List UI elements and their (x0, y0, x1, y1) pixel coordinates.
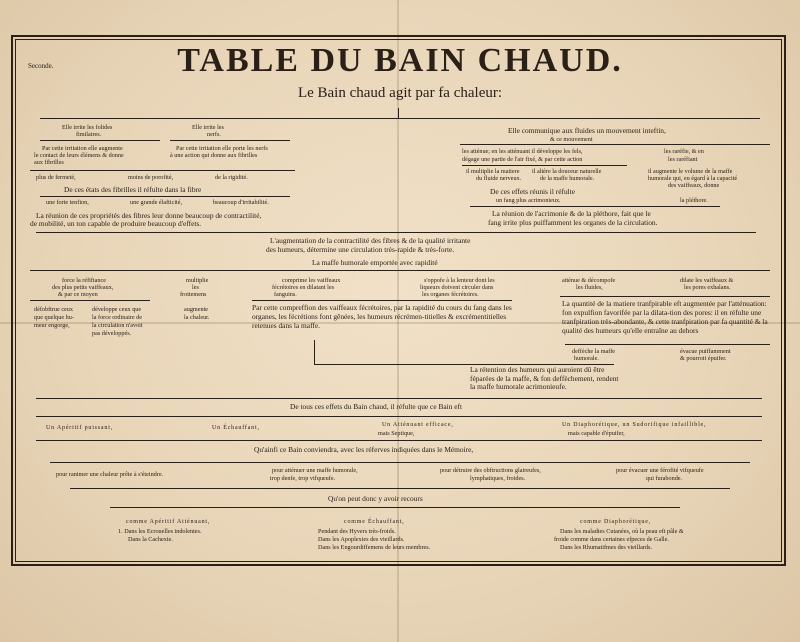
right-c3b: humorale qui, eu égard à la capacité (648, 175, 738, 182)
row4-e1b: humorale. (574, 355, 599, 362)
bracket-line (30, 300, 150, 301)
left-b2b: à une action qui donne aux fibrilles (170, 152, 258, 159)
right-c2: il altère la douceur naturelle (532, 168, 602, 175)
use-4: pour évacuer une férofité vifqueufe (616, 467, 704, 474)
row4-e: La quantité de la matiere tranfpirable eft augmentée par l'atténuation: fon expulfion favorifée par la dilata-tion des pores: il en réfulte une tranfpiration très-abondante, & cette tranfpiration par fa quantité & la qualité des humeurs qu'elle entraîne au dehors (562, 299, 768, 335)
right-e2: fang irrite plus puiffamment les organes de la circulation. (488, 218, 658, 227)
use-3b: lymphatiques, froides. (470, 475, 526, 482)
recourse-line: Qu'on peut donc y avoir recours (328, 494, 423, 503)
left-f2: de mobilité, un ton capable de produire beaucoup d'effets. (30, 219, 202, 228)
final-2-b: Dans les Apoplexies des vieillards. (318, 536, 405, 543)
bracket-line (36, 232, 756, 233)
left-a2: Elle irrite les (192, 124, 224, 131)
bracket-line (470, 206, 720, 207)
right-a2: & ce mouvement (550, 136, 593, 143)
kind-attenuant-2: mais Septique, (378, 430, 415, 437)
row4-a2: que quelque hu- (34, 314, 74, 321)
row4-e2: évacue puiffamment (680, 348, 731, 355)
bracket-line (40, 118, 760, 119)
left-a1b: fimilaires. (76, 131, 102, 138)
left-e3: beaucoup d'irritabilité. (213, 199, 269, 206)
left-c1: plus de fermeté, (36, 174, 76, 181)
row4-b2: la force ordinaire de (92, 314, 142, 321)
row4-e2b: & pourroit épuifer. (680, 355, 727, 362)
bracket-stem (398, 108, 399, 118)
right-b2: les raréfie, & en (664, 148, 704, 155)
left-c2: moins de porofité, (128, 174, 174, 181)
bracket-line (170, 140, 290, 141)
row4-a: défobftrue ceux (34, 306, 73, 313)
right-b1: les atténue; en les atténuant il développe les fels, (462, 148, 583, 155)
row3-c6b: les pores exhalans. (684, 284, 731, 291)
middle-line-2: des humeurs, détermine une circulation très-rapide & très-forte. (266, 245, 455, 254)
bracket-line (30, 270, 770, 271)
page-subtitle: Le Bain chaud agit par fa chaleur: (297, 85, 503, 101)
bracket-line (560, 296, 770, 297)
row4-b: développe ceux que (92, 306, 142, 313)
right-d3: la pléthore. (680, 197, 708, 204)
bracket-line (110, 507, 680, 508)
kind-diaphoretique: Un Diaphorétique, un Sudorifique infaillible, (562, 422, 707, 428)
bracket-line (30, 170, 295, 171)
row3-c3: comprime les vaiffeaux (282, 277, 341, 284)
final-3-b: froide comme dans certaines efpeces de Galle. (554, 536, 669, 543)
row3-c1: force la réfiftance (62, 277, 106, 284)
left-b1c: aux fibrilles (34, 159, 64, 166)
final-3-a: Dans les maladies Cutanées, où la peau eft pâle & (560, 528, 684, 535)
right-c1: il multiplie la matiere (466, 168, 520, 175)
effects-line: De tous ces effets du Bain chaud, il réfulte que ce Bain eft (290, 402, 463, 411)
use-1: pour ranimer une chaleur prête à s'éteindre. (56, 471, 164, 478)
use-2: pour atténuer une maffe humorale, (272, 467, 358, 474)
row3-c5b: les fluides, (576, 284, 603, 291)
bracket-line (36, 440, 762, 441)
row4-e1: deffèche la maffe (572, 348, 616, 355)
bracket-line (565, 344, 770, 345)
right-c2b: de la maffe humorale. (540, 175, 595, 182)
right-b2b: les raréfiant (668, 156, 698, 163)
kind-attenuant: Un Atténuant efficace, (382, 422, 454, 428)
bracket-stem (314, 340, 315, 364)
final-1-a: 1. Dans les Ecrouelles indolentes. (118, 528, 202, 535)
row3-c6: dilate les vaiffeaux & (680, 277, 734, 284)
use-3: pour détruire des obftructions glaireufes, (440, 467, 541, 474)
use-2b: trop denfe, trop vifqueufe. (270, 475, 336, 482)
bracket-line (36, 416, 762, 417)
row4-d: Par cette compreffion des vaiffeaux fécrétoires, par la rapidité du cours du fang dans les organes, les fécrétions font gênées, les humeurs récrémen-titielles & excrémentitielles retenues dans la maffe. (252, 303, 512, 330)
page-label: Seconde. (28, 62, 54, 70)
row3-c2b: les (192, 284, 199, 291)
row3-c5: atténue & décompofe (562, 277, 616, 284)
page-title: TABLE DU BAIN CHAUD. (177, 42, 623, 79)
right-d2: un fang plus acrimonieux. (496, 197, 561, 204)
left-a1: Elle irrite les folides (62, 124, 113, 131)
right-b1b: dégage une partie de l'air fixé, & par cette action (462, 156, 583, 163)
row3-c2c: frottemens (180, 291, 207, 298)
right-d: De ces effets réunis il réfulte (490, 187, 576, 196)
right-a: Elle communique aux fluides un mouvement inteftin, (508, 126, 666, 135)
left-c3: de la rigidité. (215, 174, 248, 181)
row3-c4c: les organes fécrétoires. (422, 291, 479, 298)
left-b2: Par cette irritation elle porte les nerfs (176, 145, 268, 152)
bracket-line (462, 165, 627, 166)
row5-text: La rétention des humeurs qui auroient dû être féparées de la maffe, & fon deffèchement, rendent la maffe humorale acrimonieufe. (470, 365, 619, 392)
bracket-line (40, 140, 160, 141)
row4-b4: pas développés. (92, 330, 132, 337)
middle-line-3: La maffe humorale emportée avec rapidité (312, 258, 438, 267)
left-e1: une forte tenfion, (46, 199, 89, 206)
right-c3: il augmente le volume de la maffe (648, 168, 733, 175)
final-2-heading: comme Échauffant, (344, 519, 405, 525)
final-2-a: Pendant des Hyvers très-froids. (318, 528, 396, 535)
usage-line: Qu'ainfi ce Bain conviendra, avec les réferves indiquées dans le Mémoire, (254, 445, 474, 454)
kind-aperitif: Un Apéritif puissant, (46, 425, 113, 431)
row3-c3c: fanguins. (274, 291, 297, 298)
bracket-line (252, 300, 512, 301)
right-c3c: des vaiffeaux, donne (668, 182, 720, 189)
left-b1b: le contact de leurs élémens & donne (34, 152, 124, 159)
left-e2: une grande élafticité, (130, 199, 183, 206)
final-1-b: Dans la Cachexie. (128, 536, 173, 543)
right-e: La réunion de l'acrimonie & de la pléthore, fait que le (492, 209, 651, 218)
final-3-heading: comme Diaphorétique, (580, 519, 651, 525)
bracket-line (50, 462, 750, 463)
row3-c4b: liqueurs doivent circuler dans (420, 284, 494, 291)
row3-c1c: & par ce moyen (58, 291, 98, 298)
row4-b3: la circulation n'avoit (92, 322, 143, 329)
kind-diaphoretique-2: mais capable d'épuifer, (568, 430, 625, 437)
left-a2b: nerfs. (207, 131, 221, 138)
final-1-heading: comme Apéritif Atténuant, (126, 519, 211, 525)
left-f: La réunion de ces propriétés des fibres leur donne beaucoup de contractilité, (36, 211, 262, 220)
final-2-c: Dans les Engourdiffemens de leurs membres. (318, 544, 431, 551)
left-d: De ces états des fibrilles il réfulte dans la fibre (64, 185, 202, 194)
kind-echauffant: Un Échauffant, (212, 425, 260, 431)
row3-c1b: des plus petits vaiffeaux, (52, 284, 114, 291)
bracket-line (70, 488, 730, 489)
row3-c3b: fécrétoires en dilatant les (272, 284, 335, 291)
right-c1b: du fluide nerveux. (476, 175, 522, 182)
bracket-line (36, 398, 762, 399)
row4-a3: meur engorge, (34, 322, 70, 329)
use-4b: qui furabonde. (646, 475, 683, 482)
row3-c2: multiplie (186, 277, 209, 284)
middle-line-1: L'augmentation de la contractilité des fibres & de la qualité irritante (270, 236, 471, 245)
row3-c4: s'oppofe à la lenteur dont les (424, 277, 495, 284)
bracket-line (460, 144, 770, 145)
bracket-line (40, 196, 290, 197)
row4-c: augmente (184, 306, 209, 313)
final-3-c: Dans les Rhumatifmes des vieillards. (560, 544, 652, 551)
left-b1: Par cette irritation elle augmente (42, 145, 123, 152)
row4-c2: la chaleur. (184, 314, 210, 321)
